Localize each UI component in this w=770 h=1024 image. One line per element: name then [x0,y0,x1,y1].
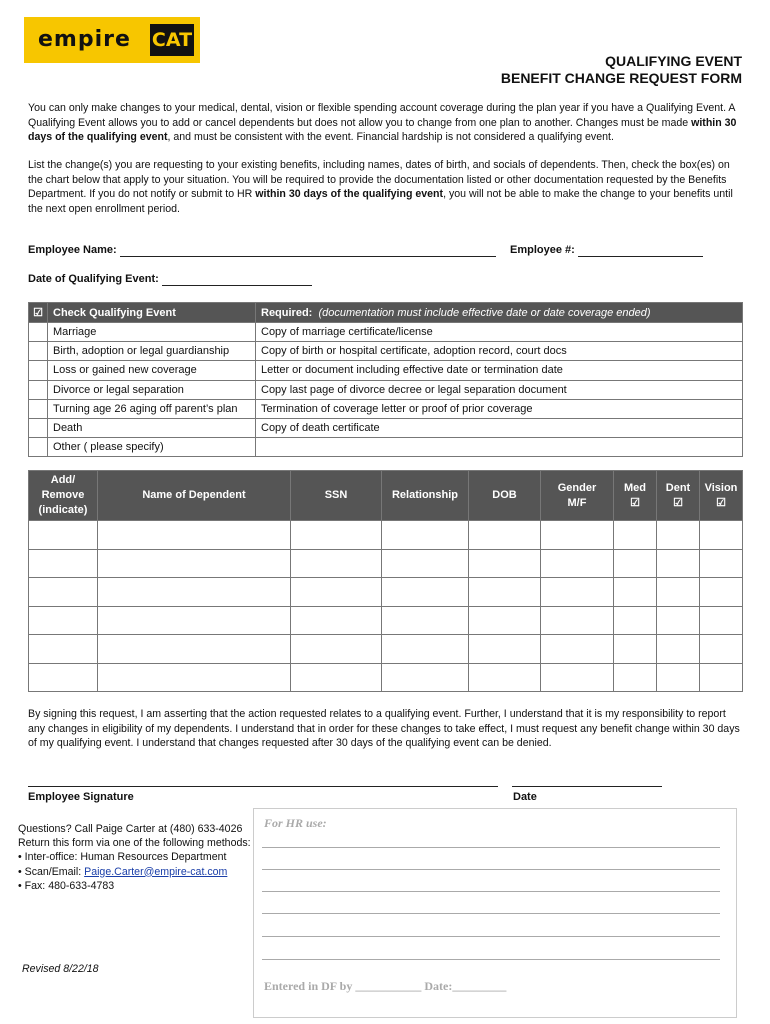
intro1-text-a: You can only make changes to your medical, dental, vision or flexible spending account coverage during the plan year if you have a Qualifying Event. A Qualifying Event allows you to add or cancel dependents but does not allow you to change from one plan to another. Changes must be made [28,102,735,129]
remove-header-line: Remove [41,489,85,501]
gender-cell[interactable] [541,635,614,664]
ssn-cell[interactable] [291,521,382,550]
event-doc: Termination of coverage letter or proof of prior coverage [256,399,743,418]
event-column-header: Check Qualifying Event [48,303,256,323]
event-row [29,323,743,342]
intro-paragraph-1 [28,101,744,145]
dependent-name-cell[interactable] [98,549,291,578]
relationship-header: Relationship [382,471,469,521]
hr-line[interactable] [262,847,720,848]
entered-in-df-line: Entered in DF by ___________ Date:_________ [264,979,507,993]
event-name: Birth, adoption or legal guardianship [48,342,256,361]
intro1-text-c: , and must be consistent with the event. Financial hardship is not considered a qualifying event. [167,131,614,144]
indicate-header-line: (indicate) [38,504,88,516]
event-checkbox[interactable] [29,399,48,418]
hr-line[interactable] [262,959,720,960]
med-cell[interactable] [614,578,657,607]
relationship-cell[interactable] [382,549,469,578]
gender-cell[interactable] [541,606,614,635]
add-remove-cell[interactable] [29,578,98,607]
contact-info [18,822,251,893]
vision-cell[interactable] [700,578,743,607]
inter-office-line: • Inter-office: Human Resources Department [18,851,227,864]
employee-number-label: Employee #: [510,244,575,256]
dependents-table [28,470,743,692]
med-check-icon: ☑ [630,496,640,509]
dent-cell[interactable] [657,606,700,635]
relationship-cell[interactable] [382,521,469,550]
employee-name-label: Employee Name: [28,244,117,256]
med-header [614,471,657,521]
events-header-row [29,303,743,323]
event-row [29,380,743,399]
logo-cat-text: CAT [150,24,194,56]
hr-use-title: For HR use: [264,816,327,830]
gender-header [541,471,614,521]
dob-cell[interactable] [469,663,541,692]
dependent-row [29,578,743,607]
gender-cell[interactable] [541,663,614,692]
vision-label: Vision [704,481,738,494]
intro1-text-bold: within 30 days of the qualifying event [28,116,737,144]
dent-header [657,471,700,521]
event-row [29,361,743,380]
event-row [29,399,743,418]
event-name: Turning age 26 aging off parent’s plan [48,399,256,418]
add-remove-cell[interactable] [29,549,98,578]
fax-line: • Fax: 480-633-4783 [18,879,115,892]
dependent-name-cell[interactable] [98,635,291,664]
add-remove-cell[interactable] [29,606,98,635]
dob-cell[interactable] [469,521,541,550]
qualifying-event-date-field[interactable] [162,285,312,286]
med-cell[interactable] [614,549,657,578]
form-title [501,53,742,87]
add-remove-header [29,471,98,521]
dependent-row [29,635,743,664]
dependent-row [29,606,743,635]
event-doc: Copy of marriage certificate/license [256,323,743,342]
revised-date: Revised 8/22/18 [22,963,99,975]
check-header-icon: ☑ [29,303,48,323]
dependent-row [29,549,743,578]
gender-header-line: Gender [557,481,597,494]
relationship-cell[interactable] [382,663,469,692]
dob-cell[interactable] [469,549,541,578]
dent-label: Dent [665,481,691,494]
dob-cell[interactable] [469,606,541,635]
signature-date-field[interactable] [512,786,662,787]
event-doc: Letter or document including effective date or termination date [256,361,743,380]
signature-date-label: Date [513,791,537,803]
dent-cell[interactable] [657,635,700,664]
event-row [29,418,743,437]
ssn-cell[interactable] [291,635,382,664]
hr-use-box [253,808,737,1018]
event-checkbox[interactable] [29,342,48,361]
dependent-name-header: Name of Dependent [98,471,291,521]
dob-header: DOB [469,471,541,521]
employee-name-field[interactable] [120,256,496,257]
event-checkbox[interactable] [29,418,48,437]
ssn-cell[interactable] [291,549,382,578]
return-methods-line: Return this form via one of the following methods: [18,837,251,850]
ssn-cell[interactable] [291,663,382,692]
ssn-cell[interactable] [291,606,382,635]
mf-header-line: M/F [567,496,587,509]
title-line-2: BENEFIT CHANGE REQUEST FORM [500,70,742,86]
ssn-cell[interactable] [291,578,382,607]
employee-signature-field[interactable] [28,786,498,787]
vision-cell[interactable] [700,549,743,578]
dob-cell[interactable] [469,635,541,664]
dent-cell[interactable] [657,549,700,578]
event-checkbox[interactable] [29,380,48,399]
dent-check-icon: ☑ [673,496,683,509]
event-name: Divorce or legal separation [48,380,256,399]
dependent-name-cell[interactable] [98,578,291,607]
dependent-name-cell[interactable] [98,521,291,550]
intro-paragraph-2 [28,158,744,217]
med-label: Med [624,481,646,494]
gender-cell[interactable] [541,549,614,578]
event-doc: Copy of death certificate [256,418,743,437]
hr-line[interactable] [262,869,720,870]
intro2-text-bold: within 30 days of the qualifying event [255,188,444,201]
gender-cell[interactable] [541,578,614,607]
vision-cell[interactable] [700,606,743,635]
event-checkbox[interactable] [29,323,48,342]
title-line-1: QUALIFYING EVENT [605,53,742,69]
vision-cell[interactable] [700,635,743,664]
hr-line[interactable] [262,936,720,937]
event-checkbox[interactable] [29,438,48,457]
add-remove-cell[interactable] [29,663,98,692]
add-remove-cell[interactable] [29,635,98,664]
scan-email-label: • Scan/Email: [18,865,85,878]
dependents-header-row [29,471,743,521]
event-name: Marriage [48,323,256,342]
employee-number-field[interactable] [578,256,703,257]
required-label: Required: [261,306,313,319]
logo-empire-text: empire [38,27,131,52]
med-cell[interactable] [614,521,657,550]
dent-cell[interactable] [657,578,700,607]
required-column-header [256,303,743,323]
add-remove-cell[interactable] [29,521,98,550]
relationship-cell[interactable] [382,578,469,607]
empire-cat-logo [24,17,200,63]
hr-line[interactable] [262,913,720,914]
event-row [29,342,743,361]
ssn-header: SSN [291,471,382,521]
add-header-line: Add/ [50,474,76,486]
employee-signature-label: Employee Signature [28,791,134,803]
required-note: (documentation must include effective date or date coverage ended) [318,306,651,319]
scan-email-line [18,865,251,879]
event-doc: Copy last page of divorce decree or legal separation document [256,380,743,399]
dent-cell[interactable] [657,663,700,692]
event-name: Loss or gained new coverage [48,361,256,380]
dent-cell[interactable] [657,521,700,550]
event-doc: Copy of birth or hospital certificate, adoption record, court docs [256,342,743,361]
attestation-paragraph: By signing this request, I am asserting that the action requested relates to a qualifying event. Further, I understand that it is my responsibility to report any changes in eligibility of my dependents. I understand that in order for these changes to take effect, I must request any benefit change within 30 days of my qualifying event. I understand that changes requested after 30 days of the qualifying event can be denied. [28,708,740,750]
vision-check-icon: ☑ [716,496,726,509]
event-name: Death [48,418,256,437]
intro2-text-a: List the change(s) you are requesting to your existing benefits, including names, dates of birth, and socials of dependents. Then, check the box(es) on the chart below that apply to your situation. You will be required to provide the documentation listed or other documentation requested by the Benefits Department. If you do not notify or submit to HR [28,159,730,201]
event-row [29,438,743,457]
dependent-row [29,663,743,692]
dependent-name-cell[interactable] [98,663,291,692]
dob-cell[interactable] [469,578,541,607]
event-name: Other ( please specify) [48,438,256,457]
vision-header [700,471,743,521]
event-checkbox[interactable] [29,361,48,380]
relationship-cell[interactable] [382,635,469,664]
vision-cell[interactable] [700,521,743,550]
hr-line[interactable] [262,891,720,892]
dependent-name-cell[interactable] [98,606,291,635]
med-cell[interactable] [614,663,657,692]
qualifying-event-date-label: Date of Qualifying Event: [28,273,159,285]
vision-cell[interactable] [700,663,743,692]
gender-cell[interactable] [541,521,614,550]
questions-line: Questions? Call Paige Carter at (480) 633-4026 [18,823,243,835]
intro2-text-c: , you will not be able to make the change to your benefits until the next open enrollment period. [28,188,733,216]
dependent-row [29,521,743,550]
med-cell[interactable] [614,606,657,635]
relationship-cell[interactable] [382,606,469,635]
event-doc-specify-field[interactable] [256,438,743,457]
med-cell[interactable] [614,635,657,664]
qualifying-events-table [28,302,743,457]
email-link[interactable]: Paige.Carter@empire-cat.com [84,865,228,878]
